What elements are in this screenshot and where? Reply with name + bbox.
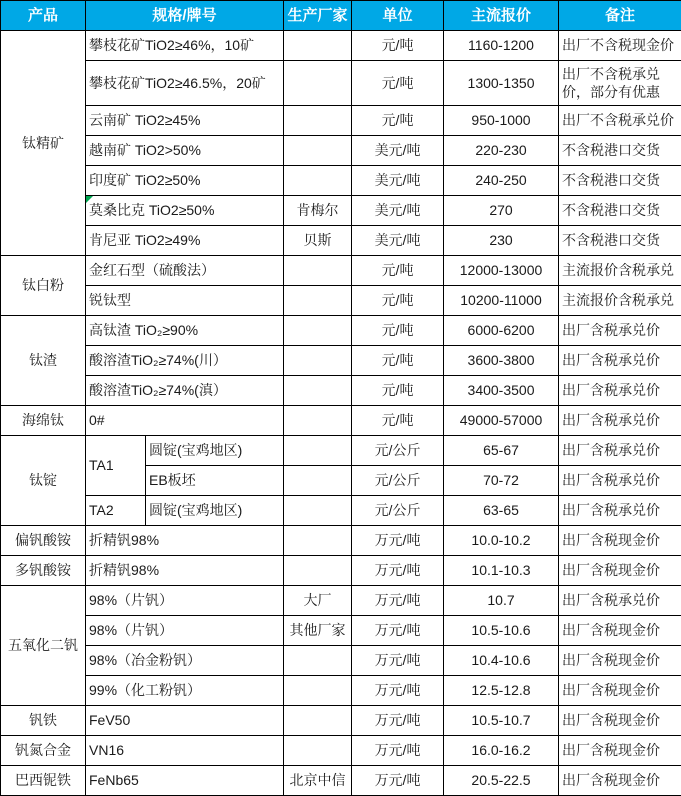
product-cell: 钛白粉 — [1, 256, 86, 316]
unit-cell: 元/公斤 — [352, 436, 444, 466]
unit-cell: 万元/吨 — [352, 766, 444, 796]
note-cell: 出厂含税现金价 — [559, 616, 681, 646]
spec-cell: 金红石型（硫酸法） — [86, 256, 284, 286]
table-row — [1, 166, 681, 196]
unit-cell: 元/吨 — [352, 106, 444, 136]
spec-cell: 云南矿 TiO2≥45% — [86, 106, 284, 136]
unit-cell: 元/吨 — [352, 286, 444, 316]
price-cell: 3400-3500 — [444, 376, 559, 406]
unit-cell: 万元/吨 — [352, 616, 444, 646]
price-cell: 12.5-12.8 — [444, 676, 559, 706]
table-row — [1, 406, 681, 436]
manufacturer-cell — [284, 166, 352, 196]
manufacturer-cell: 北京中信 — [284, 766, 352, 796]
note-cell: 出厂不含税现金价 — [559, 31, 681, 61]
unit-cell: 元/吨 — [352, 31, 444, 61]
spec-cell: 99%（化工粉钒） — [86, 676, 284, 706]
unit-cell: 万元/吨 — [352, 676, 444, 706]
unit-cell: 元/吨 — [352, 406, 444, 436]
table-row — [1, 226, 681, 256]
price-cell: 49000-57000 — [444, 406, 559, 436]
price-cell: 10.1-10.3 — [444, 556, 559, 586]
note-cell: 出厂含税承兑价 — [559, 466, 681, 496]
manufacturer-cell — [284, 61, 352, 106]
note-cell: 出厂含税现金价 — [559, 526, 681, 556]
manufacturer-cell — [284, 256, 352, 286]
manufacturer-cell — [284, 106, 352, 136]
price-cell: 230 — [444, 226, 559, 256]
unit-cell: 万元/吨 — [352, 646, 444, 676]
price-cell: 10.5-10.7 — [444, 706, 559, 736]
product-cell: 钛精矿 — [1, 31, 86, 256]
note-cell: 主流报价含税承兑 — [559, 286, 681, 316]
product-cell: 钒铁 — [1, 706, 86, 736]
comment-marker-icon — [86, 196, 93, 203]
spec-cell: 锐钛型 — [86, 286, 284, 316]
price-cell: 70-72 — [444, 466, 559, 496]
manufacturer-cell — [284, 31, 352, 61]
spec-cell: 折精钒98% — [86, 556, 284, 586]
table-row — [1, 676, 681, 706]
manufacturer-cell — [284, 526, 352, 556]
manufacturer-cell: 大厂 — [284, 586, 352, 616]
price-cell: 12000-13000 — [444, 256, 559, 286]
manufacturer-cell — [284, 706, 352, 736]
spec-cell: 98%（片钒） — [86, 616, 284, 646]
header-row — [1, 1, 681, 31]
spec-cell: EB板坯 — [146, 466, 284, 496]
unit-cell: 万元/吨 — [352, 586, 444, 616]
product-cell: 海绵钛 — [1, 406, 86, 436]
price-cell: 1300-1350 — [444, 61, 559, 106]
table-row — [1, 106, 681, 136]
table-row — [1, 706, 681, 736]
note-cell: 出厂不含税承兑价，部分有优惠 — [559, 61, 681, 106]
table-row — [1, 256, 681, 286]
unit-cell: 万元/吨 — [352, 706, 444, 736]
price-cell: 10.0-10.2 — [444, 526, 559, 556]
spec-cell: 圆锭(宝鸡地区) — [146, 496, 284, 526]
note-cell: 出厂含税承兑价 — [559, 406, 681, 436]
note-cell: 出厂含税现金价 — [559, 736, 681, 766]
table-row — [1, 136, 681, 166]
col-header-price: 主流报价 — [444, 1, 559, 31]
manufacturer-cell — [284, 676, 352, 706]
manufacturer-cell — [284, 136, 352, 166]
grade-cell: TA1 — [86, 436, 146, 496]
spec-cell: 高钛渣 TiO₂≥90% — [86, 316, 284, 346]
note-cell: 出厂含税现金价 — [559, 556, 681, 586]
table-row — [1, 616, 681, 646]
spec-cell: VN16 — [86, 736, 284, 766]
price-cell: 220-230 — [444, 136, 559, 166]
spec-cell: 98%（冶金粉钒） — [86, 646, 284, 676]
col-header-product: 产品 — [1, 1, 86, 31]
spec-cell: FeNb65 — [86, 766, 284, 796]
product-cell: 五氧化二钒 — [1, 586, 86, 706]
unit-cell: 元/公斤 — [352, 496, 444, 526]
spec-cell: 折精钒98% — [86, 526, 284, 556]
spec-cell: 酸溶渣TiO₂≥74%(川） — [86, 346, 284, 376]
manufacturer-cell — [284, 286, 352, 316]
col-header-unit: 单位 — [352, 1, 444, 31]
price-cell: 950-1000 — [444, 106, 559, 136]
product-cell: 钛渣 — [1, 316, 86, 406]
note-cell: 出厂含税承兑价 — [559, 376, 681, 406]
manufacturer-cell — [284, 346, 352, 376]
note-cell: 出厂含税现金价 — [559, 766, 681, 796]
price-cell: 20.5-22.5 — [444, 766, 559, 796]
product-cell: 钛锭 — [1, 436, 86, 526]
unit-cell: 美元/吨 — [352, 196, 444, 226]
manufacturer-cell: 贝斯 — [284, 226, 352, 256]
note-cell: 出厂含税承兑价 — [559, 316, 681, 346]
spec-cell: 攀枝花矿TiO2≥46.5%，20矿 — [86, 61, 284, 106]
table-row — [1, 196, 681, 226]
spec-cell: FeV50 — [86, 706, 284, 736]
price-cell: 3600-3800 — [444, 346, 559, 376]
table-row — [1, 316, 681, 346]
note-cell: 不含税港口交货 — [559, 226, 681, 256]
price-cell: 1160-1200 — [444, 31, 559, 61]
unit-cell: 元/吨 — [352, 256, 444, 286]
table-row — [1, 586, 681, 616]
spec-cell: 肯尼亚 TiO2≥49% — [86, 226, 284, 256]
table-row — [1, 346, 681, 376]
product-cell: 钒氮合金 — [1, 736, 86, 766]
manufacturer-cell — [284, 736, 352, 766]
col-header-manufacturer: 生产厂家 — [284, 1, 352, 31]
table-row — [1, 766, 681, 796]
unit-cell: 万元/吨 — [352, 736, 444, 766]
table-row — [1, 286, 681, 316]
unit-cell: 美元/吨 — [352, 226, 444, 256]
grade-cell: TA2 — [86, 496, 146, 526]
table-row — [1, 736, 681, 766]
spec-cell: 圆锭(宝鸡地区) — [146, 436, 284, 466]
manufacturer-cell — [284, 646, 352, 676]
price-cell: 16.0-16.2 — [444, 736, 559, 766]
spec-cell — [86, 196, 284, 226]
table-row — [1, 646, 681, 676]
note-cell: 出厂含税承兑价 — [559, 496, 681, 526]
price-cell: 10.4-10.6 — [444, 646, 559, 676]
note-cell: 出厂不含税承兑价 — [559, 106, 681, 136]
unit-cell: 元/公斤 — [352, 466, 444, 496]
spec-cell: 0# — [86, 406, 284, 436]
manufacturer-cell — [284, 556, 352, 586]
table-row — [1, 376, 681, 406]
manufacturer-cell — [284, 376, 352, 406]
note-cell: 不含税港口交货 — [559, 136, 681, 166]
note-cell: 出厂含税承兑价 — [559, 586, 681, 616]
note-cell: 出厂含税现金价 — [559, 706, 681, 736]
spec-cell: 越南矿 TiO2>50% — [86, 136, 284, 166]
unit-cell: 万元/吨 — [352, 556, 444, 586]
table-row — [1, 556, 681, 586]
unit-cell: 美元/吨 — [352, 166, 444, 196]
manufacturer-cell: 其他厂家 — [284, 616, 352, 646]
price-cell: 10200-11000 — [444, 286, 559, 316]
col-header-note: 备注 — [559, 1, 681, 31]
manufacturer-cell — [284, 496, 352, 526]
price-cell: 63-65 — [444, 496, 559, 526]
price-cell: 65-67 — [444, 436, 559, 466]
spec-cell: 酸溶渣TiO₂≥74%(滇） — [86, 376, 284, 406]
unit-cell: 元/吨 — [352, 376, 444, 406]
table-row — [1, 31, 681, 61]
product-cell: 偏钒酸铵 — [1, 526, 86, 556]
unit-cell: 元/吨 — [352, 346, 444, 376]
spec-cell: 攀枝花矿TiO2≥46%，10矿 — [86, 31, 284, 61]
price-cell: 240-250 — [444, 166, 559, 196]
unit-cell: 美元/吨 — [352, 136, 444, 166]
note-cell: 不含税港口交货 — [559, 196, 681, 226]
price-cell: 6000-6200 — [444, 316, 559, 346]
spec-cell: 印度矿 TiO2≥50% — [86, 166, 284, 196]
note-cell: 出厂含税现金价 — [559, 676, 681, 706]
col-header-spec: 规格/牌号 — [86, 1, 284, 31]
price-cell: 10.7 — [444, 586, 559, 616]
note-cell: 出厂含税承兑价 — [559, 346, 681, 376]
table-row — [1, 496, 681, 526]
product-cell: 多钒酸铵 — [1, 556, 86, 586]
price-cell: 10.5-10.6 — [444, 616, 559, 646]
spec-text: 莫桑比克 TiO2≥50% — [89, 202, 214, 218]
unit-cell: 万元/吨 — [352, 526, 444, 556]
note-cell: 出厂含税现金价 — [559, 646, 681, 676]
price-cell: 270 — [444, 196, 559, 226]
note-cell: 不含税港口交货 — [559, 166, 681, 196]
manufacturer-cell — [284, 466, 352, 496]
spec-cell: 98%（片钒） — [86, 586, 284, 616]
table-row — [1, 61, 681, 106]
manufacturer-cell — [284, 316, 352, 346]
unit-cell: 元/吨 — [352, 61, 444, 106]
note-cell: 主流报价含税承兑 — [559, 256, 681, 286]
unit-cell: 元/吨 — [352, 316, 444, 346]
product-cell: 巴西铌铁 — [1, 766, 86, 796]
manufacturer-cell — [284, 436, 352, 466]
table-row — [1, 526, 681, 556]
table-row — [1, 436, 681, 466]
manufacturer-cell — [284, 406, 352, 436]
note-cell: 出厂含税承兑价 — [559, 436, 681, 466]
manufacturer-cell: 肯梅尔 — [284, 196, 352, 226]
